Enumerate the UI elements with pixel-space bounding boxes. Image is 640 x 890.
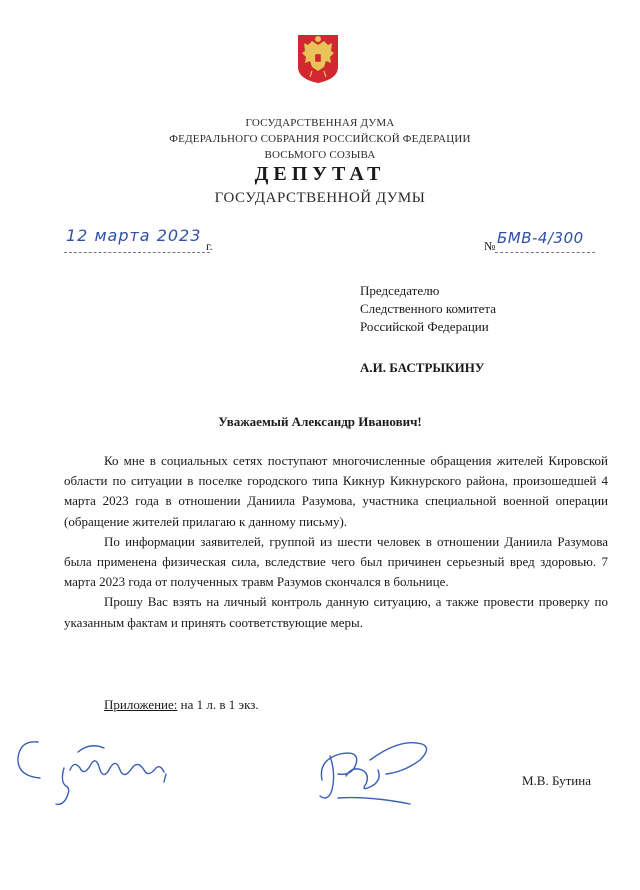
letterhead-title: ДЕПУТАТ [254,163,386,185]
recipient-name: А.И. БАСТРЫКИНУ [360,360,485,375]
recipient-line-1: Председателю [360,283,440,298]
russian-coat-of-arms-icon [296,33,340,85]
paragraph-2: По информации заявителей, группой из шести человек в отношении Даниила Разумова была применена физическая сила, вследствие чего был причинен серьезный вред здоровью. 7 марта 2023 года от полученных травм Разумов скончался в больнице. [64,533,608,590]
attachment-label: Приложение: [104,697,178,712]
number-underline [495,252,595,253]
recipient-line-3: Российской Федерации [360,319,489,334]
date-suffix: г. [206,239,213,253]
letter-body [64,451,608,633]
salutation: Уважаемый Александр Иванович! [218,414,422,429]
org-line-2: ФЕДЕРАЛЬНОГО СОБРАНИЯ РОССИЙСКОЙ ФЕДЕРАЦИИ [169,133,471,145]
date-handwritten: 12 марта 2023 [66,226,202,245]
number-label: № [484,239,496,253]
paragraph-1: Ко мне в социальных сетях поступают многочисленные обращения жителей Кировской области по ситуации в поселке городского типа Кикнур Кикнурского района, произошедшей 4 марта 2023 года в отношении Даниила Разумова, участника специальной военной операции (обращение жителей прилагаю к данному письму). [64,453,608,529]
letterhead-subtitle: ГОСУДАРСТВЕННОЙ ДУМЫ [214,190,426,206]
org-line-1: ГОСУДАРСТВЕННАЯ ДУМА [245,117,395,129]
number-handwritten: БМВ-4/300 [497,229,584,247]
paragraph-3: Прошу Вас взять на личный контроль данную ситуацию, а также провести проверку по указанным фактам и принять соответствующие меры. [64,594,608,630]
attachment-line [104,697,259,713]
signer-name: М.В. Бутина [522,773,591,788]
date-underline [64,252,210,253]
attachment-text: на 1 л. в 1 экз. [177,697,259,712]
org-line-3: ВОСЬМОГО СОЗЫВА [264,149,376,161]
recipient-line-2: Следственного комитета [360,301,496,316]
